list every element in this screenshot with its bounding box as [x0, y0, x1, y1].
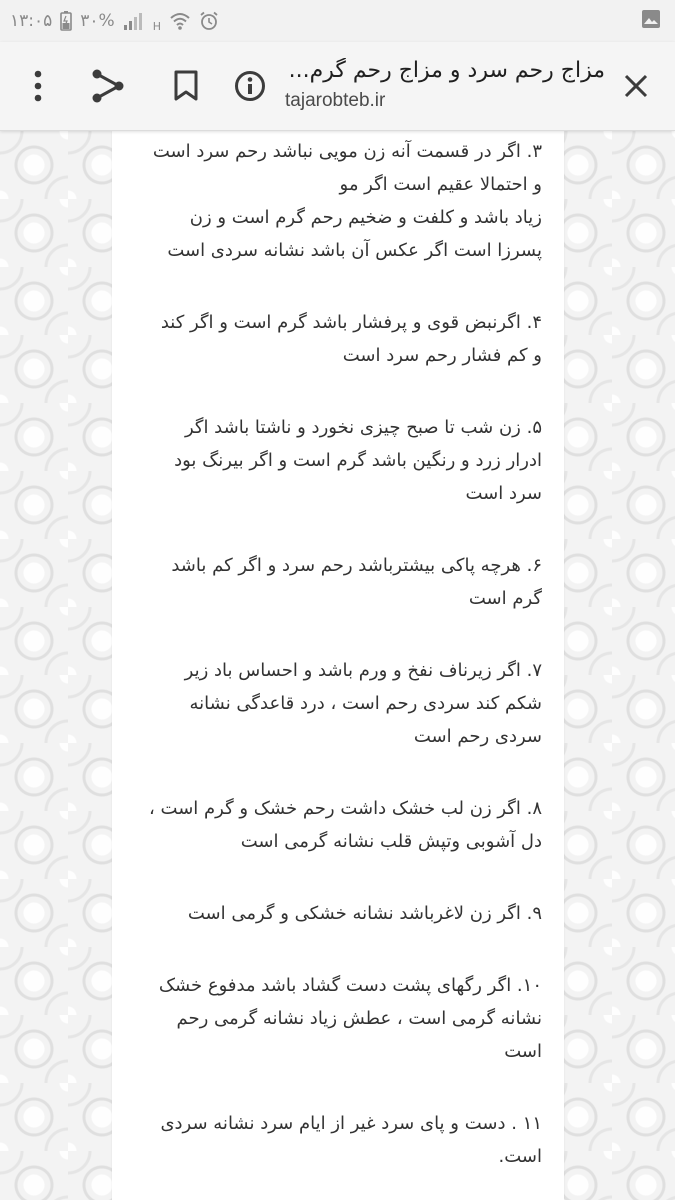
paragraph-10: ۱۰. اگر رگهای پشت دست گشاد باشد مدفوع خشک نشانه گرمی است ، عطش زیاد نشانه گرمی رحم است — [158, 975, 542, 1062]
page-title: مزاج رحم سرد و مزاج رحم گرم... — [288, 58, 605, 83]
paragraph-3: ۳. اگر در قسمت آنه زن مویی نباشد رحم سرد است و احتمالا عقیم است اگر مو زیاد باشد و کلفت و ضخیم رحم گرم است و زن پسرزا است اگر عکس آن باشد نشانه سردی است — [152, 141, 542, 261]
alarm-icon — [199, 11, 219, 31]
signal-icon — [123, 12, 145, 30]
close-icon[interactable] — [614, 64, 658, 108]
wifi-icon — [169, 12, 191, 30]
status-right — [641, 9, 661, 33]
title-block[interactable] — [275, 58, 605, 83]
status-bar — [0, 0, 675, 42]
paragraph-5: ۵. زن شب تا صبح چیزی نخورد و ناشتا باشد اگر ادرار زرد و رنگین باشد گرم است و اگر بیرنگ بود سرد است — [174, 417, 542, 504]
paragraph-6: ۶. هرچه پاکی بیشترباشد رحم سرد و اگر کم باشد گرم است — [171, 555, 542, 609]
battery-icon — [60, 11, 72, 31]
page-url[interactable]: tajarobteb.ir — [285, 90, 386, 111]
gallery-icon — [641, 9, 661, 33]
more-vert-icon[interactable] — [18, 64, 58, 108]
bookmark-icon[interactable] — [164, 64, 208, 108]
paragraph-9: ۹. اگر زن لاغرباشد نشانه خشکی و گرمی است — [187, 903, 542, 924]
battery-percent: ۳۰% — [80, 11, 115, 31]
paragraph-11: ۱۱ . دست و پای سرد غیر از ایام سرد نشانه سردی است. — [160, 1113, 542, 1167]
paragraph-4: ۴. اگرنبض قوی و پرفشار باشد گرم است و اگر کند و کم فشار رحم سرد است — [160, 312, 542, 366]
share-icon[interactable] — [86, 64, 130, 108]
paragraph-7: ۷. اگر زیرناف نفخ و ورم باشد و احساس باد زیر شکم کند سردی رحم است ، درد قاعدگی نشانه سردی رحم است — [184, 660, 542, 747]
browser-toolbar — [0, 42, 675, 131]
article-content[interactable] — [112, 131, 564, 1200]
paragraph-8: ۸. اگر زن لب خشک داشت رحم خشک و گرم است ، دل آشوبی وتپش قلب نشانه گرمی است — [149, 798, 542, 852]
status-left — [10, 10, 219, 33]
clock: ۱۳:۰۵ — [10, 11, 53, 31]
info-icon[interactable] — [228, 64, 272, 108]
network-type: H — [152, 19, 161, 33]
